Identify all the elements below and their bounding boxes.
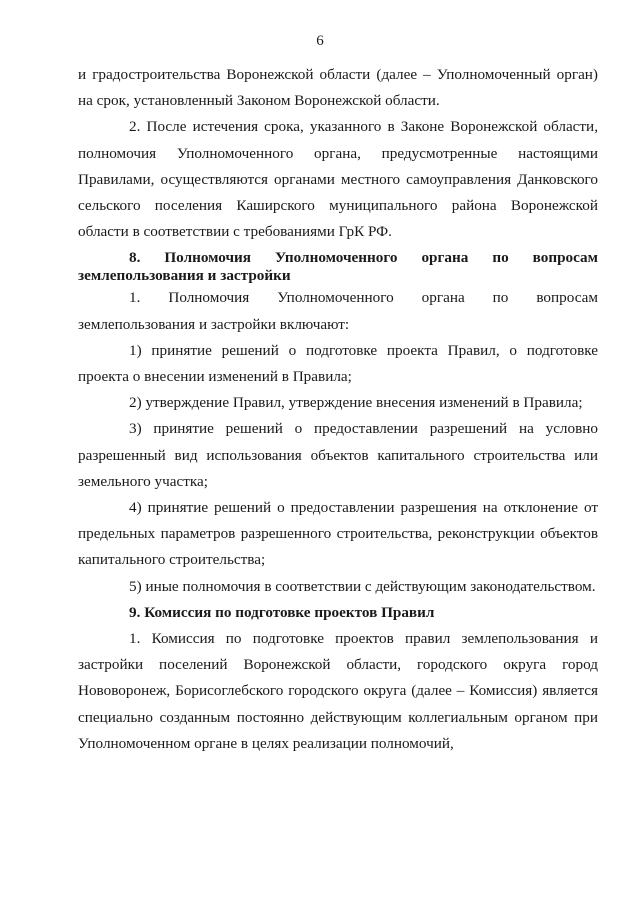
list-item-3: 3) принятие решений о предоставлении разрешений на условно разрешенный вид использования объектов капитального строительства или земельного участка; xyxy=(78,420,598,490)
list-item-2: 2) утверждение Правил, утверждение внесения изменений в Правила; xyxy=(129,394,583,412)
document-body xyxy=(78,62,598,757)
paragraph-9-1: 1. Комиссия по подготовке проектов правил землепользования и застройки поселений Воронежской области, городского округа город Нововоронеж, Борисоглебского городского округа (далее – Комиссия) является специально созданным постоянно действующим коллегиальным органом при Уполномоченном органе в целях реализации полномочий, xyxy=(78,630,598,752)
page-number: 6 xyxy=(316,33,324,49)
section-heading-8: 8. Полномочия Уполномоченного органа по вопросам землепользования и застройки xyxy=(78,249,598,285)
paragraph-8-1: 1. Полномочия Уполномоченного органа по вопросам землепользования и застройки включают: xyxy=(78,289,598,333)
list-item-1: 1) принятие решений о подготовке проекта Правил, о подготовке проекта о внесении изменений в Правила; xyxy=(78,341,598,386)
paragraph-item-2: 2. После истечения срока, указанного в Законе Воронежской области, полномочия Уполномоченного органа, предусмотренные настоящими Правилами, осуществляются органами местного самоуправления Данковского сельского поселения Каширского муниципального района Воронежской области в соответствии с требованиями ГрК РФ. xyxy=(78,118,598,241)
section-heading-9: 9. Комиссия по подготовке проектов Правил xyxy=(129,603,435,621)
paragraph-continuation: и градостроительства Воронежской области (далее – Уполномоченный орган) на срок, установленный Законом Воронежской области. xyxy=(78,66,598,110)
list-item-4: 4) принятие решений о предоставлении разрешения на отклонение от предельных параметров разрешенного строительства, реконструкции объектов капитального строительства; xyxy=(78,499,598,569)
list-item-5: 5) иные полномочия в соответствии с действующим законодательством. xyxy=(129,577,596,595)
